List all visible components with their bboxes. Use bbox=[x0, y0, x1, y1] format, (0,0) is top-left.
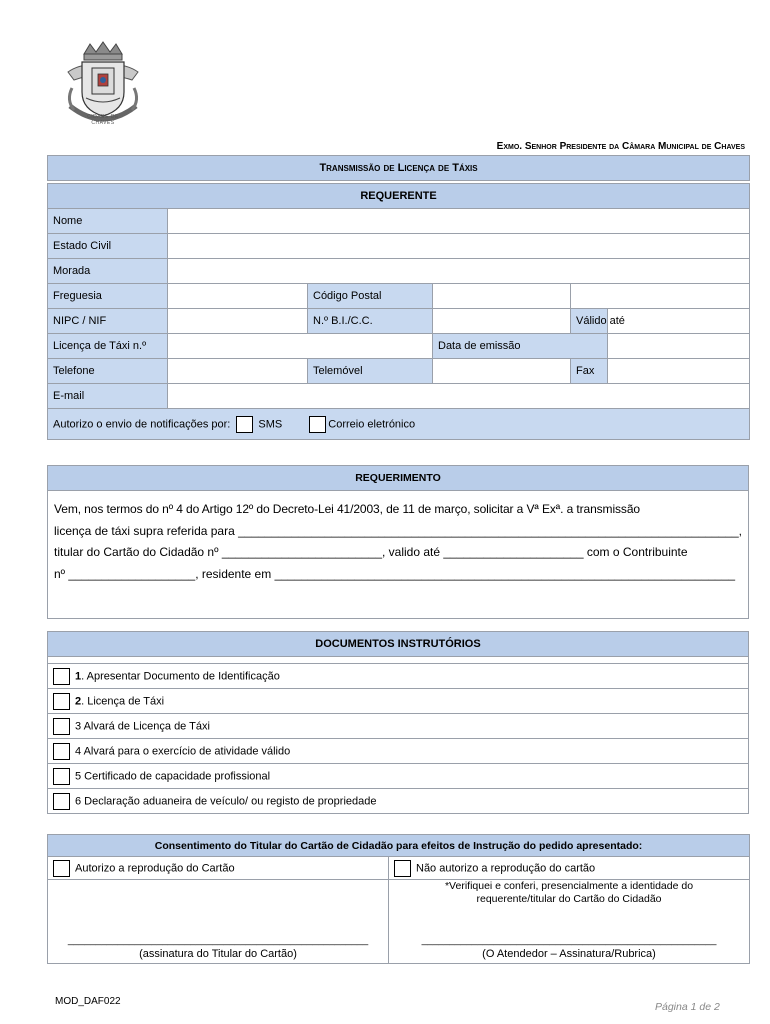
logo-text: CIDADE DE CHAVES bbox=[87, 114, 119, 126]
documento-item: 5 Certificado de capacidade profissional bbox=[48, 764, 749, 789]
documentos-heading: DOCUMENTOS INSTRUTÓRIOS bbox=[48, 632, 749, 657]
recipient-line: Exmo. Senhor Presidente da Câmara Municipal de Chaves bbox=[496, 141, 745, 152]
data-emissao-label: Data de emissão bbox=[433, 334, 608, 359]
autorizo-checkbox[interactable] bbox=[53, 860, 70, 877]
freguesia-field[interactable] bbox=[168, 284, 308, 309]
requerimento-line-4: nº ___________________, residente em _____________________________________________________________________ bbox=[54, 566, 736, 581]
requerimento-heading: REQUERIMENTO bbox=[48, 466, 748, 491]
codigo-postal-field-1[interactable] bbox=[433, 284, 571, 309]
documento-1-checkbox[interactable] bbox=[53, 668, 70, 685]
notificacoes-row bbox=[48, 409, 750, 440]
municipal-logo bbox=[62, 40, 144, 132]
requerente-heading: REQUERENTE bbox=[48, 184, 750, 209]
documento-item: 3 Alvará de Licença de Táxi bbox=[48, 714, 749, 739]
valido-ate-field[interactable] bbox=[608, 309, 750, 334]
page-number: Página 1 de 2 bbox=[655, 1001, 720, 1013]
correio-checkbox[interactable] bbox=[309, 416, 326, 433]
documento-item: 1. Apresentar Documento de Identificação bbox=[48, 664, 749, 689]
estado-civil-label: Estado Civil bbox=[48, 234, 168, 259]
nipc-label: NIPC / NIF bbox=[48, 309, 168, 334]
form-code: MOD_DAF022 bbox=[55, 996, 121, 1007]
morada-field[interactable] bbox=[168, 259, 750, 284]
requerimento-line-3: titular do Cartão do Cidadão nº ________________________, valido até _____________________ com o Contribuinte bbox=[54, 545, 688, 559]
bi-label: N.º B.I./C.C. bbox=[308, 309, 433, 334]
licenca-label: Licença de Táxi n.º bbox=[48, 334, 168, 359]
email-label: E-mail bbox=[48, 384, 168, 409]
email-field[interactable] bbox=[168, 384, 750, 409]
bi-field[interactable] bbox=[433, 309, 571, 334]
documento-3-checkbox[interactable] bbox=[53, 718, 70, 735]
requerimento-section bbox=[47, 465, 749, 619]
sms-label: SMS bbox=[258, 417, 283, 430]
licenca-field[interactable] bbox=[168, 334, 433, 359]
nipc-field[interactable] bbox=[168, 309, 308, 334]
documento-6-checkbox[interactable] bbox=[53, 793, 70, 810]
documento-5-checkbox[interactable] bbox=[53, 768, 70, 785]
documento-item: 2. Licença de Táxi bbox=[48, 689, 749, 714]
freguesia-label: Freguesia bbox=[48, 284, 168, 309]
nome-label: Nome bbox=[48, 209, 168, 234]
correio-label: Correio eletrónico bbox=[328, 417, 416, 430]
documento-item: 4 Alvará para o exercício de atividade válido bbox=[48, 739, 749, 764]
signature-atendedor[interactable] bbox=[389, 880, 750, 964]
documentos-table bbox=[47, 631, 749, 814]
data-emissao-field[interactable] bbox=[608, 334, 750, 359]
telefone-field[interactable] bbox=[168, 359, 308, 384]
requerimento-text bbox=[48, 491, 748, 585]
signature-line-left: ______________________________________________________ bbox=[67, 935, 369, 946]
fax-field[interactable] bbox=[608, 359, 750, 384]
telefone-label: Telefone bbox=[48, 359, 168, 384]
codigo-postal-label: Código Postal bbox=[308, 284, 433, 309]
signature-atendedor-label: (O Atendedor – Assinatura/Rubrica) bbox=[482, 948, 656, 960]
signature-line-right: _____________________________________________________ bbox=[421, 935, 717, 946]
autorizo-cell bbox=[48, 857, 389, 880]
estado-civil-field[interactable] bbox=[168, 234, 750, 259]
nao-autorizo-checkbox[interactable] bbox=[394, 860, 411, 877]
notificacoes-label: Autorizo o envio de notificações por: bbox=[53, 417, 231, 430]
telemovel-field[interactable] bbox=[433, 359, 571, 384]
morada-label: Morada bbox=[48, 259, 168, 284]
requerimento-line-1: Vem, nos termos do nº 4 do Artigo 12º do Decreto-Lei 41/2003, de 11 de março, solicitar a Vª Exª. a transmissão bbox=[54, 502, 640, 516]
documento-item: 6 Declaração aduaneira de veículo/ ou registo de propriedade bbox=[48, 789, 749, 814]
nao-autorizo-label: Não autorizo a reprodução do cartão bbox=[416, 861, 596, 874]
autorizo-label: Autorizo a reprodução do Cartão bbox=[75, 861, 235, 874]
form-title: Transmissão de Licença de Táxis bbox=[48, 156, 750, 181]
requerimento-line-2: licença de táxi supra referida para ___________________________________________________________________________, bbox=[54, 523, 742, 538]
nao-autorizo-cell bbox=[389, 857, 750, 880]
valido-ate-label: Válido até bbox=[571, 309, 608, 334]
requerente-table bbox=[47, 155, 750, 440]
consentimento-heading: Consentimento do Titular do Cartão de Cidadão para efeitos de Instrução do pedido apresentado: bbox=[48, 835, 750, 857]
signature-titular-label: (assinatura do Titular do Cartão) bbox=[139, 948, 297, 960]
documento-2-checkbox[interactable] bbox=[53, 693, 70, 710]
documento-4-checkbox[interactable] bbox=[53, 743, 70, 760]
telemovel-label: Telemóvel bbox=[308, 359, 433, 384]
signature-titular[interactable] bbox=[48, 880, 389, 964]
sms-checkbox[interactable] bbox=[236, 416, 253, 433]
consentimento-table bbox=[47, 834, 750, 964]
fax-label: Fax bbox=[571, 359, 608, 384]
verifiquei-text: *Verifiquei e conferi, presencialmente a identidade do requerente/titular do Cartão do Cidadão bbox=[444, 880, 694, 905]
nome-field[interactable] bbox=[168, 209, 750, 234]
codigo-postal-field-2[interactable] bbox=[571, 284, 750, 309]
